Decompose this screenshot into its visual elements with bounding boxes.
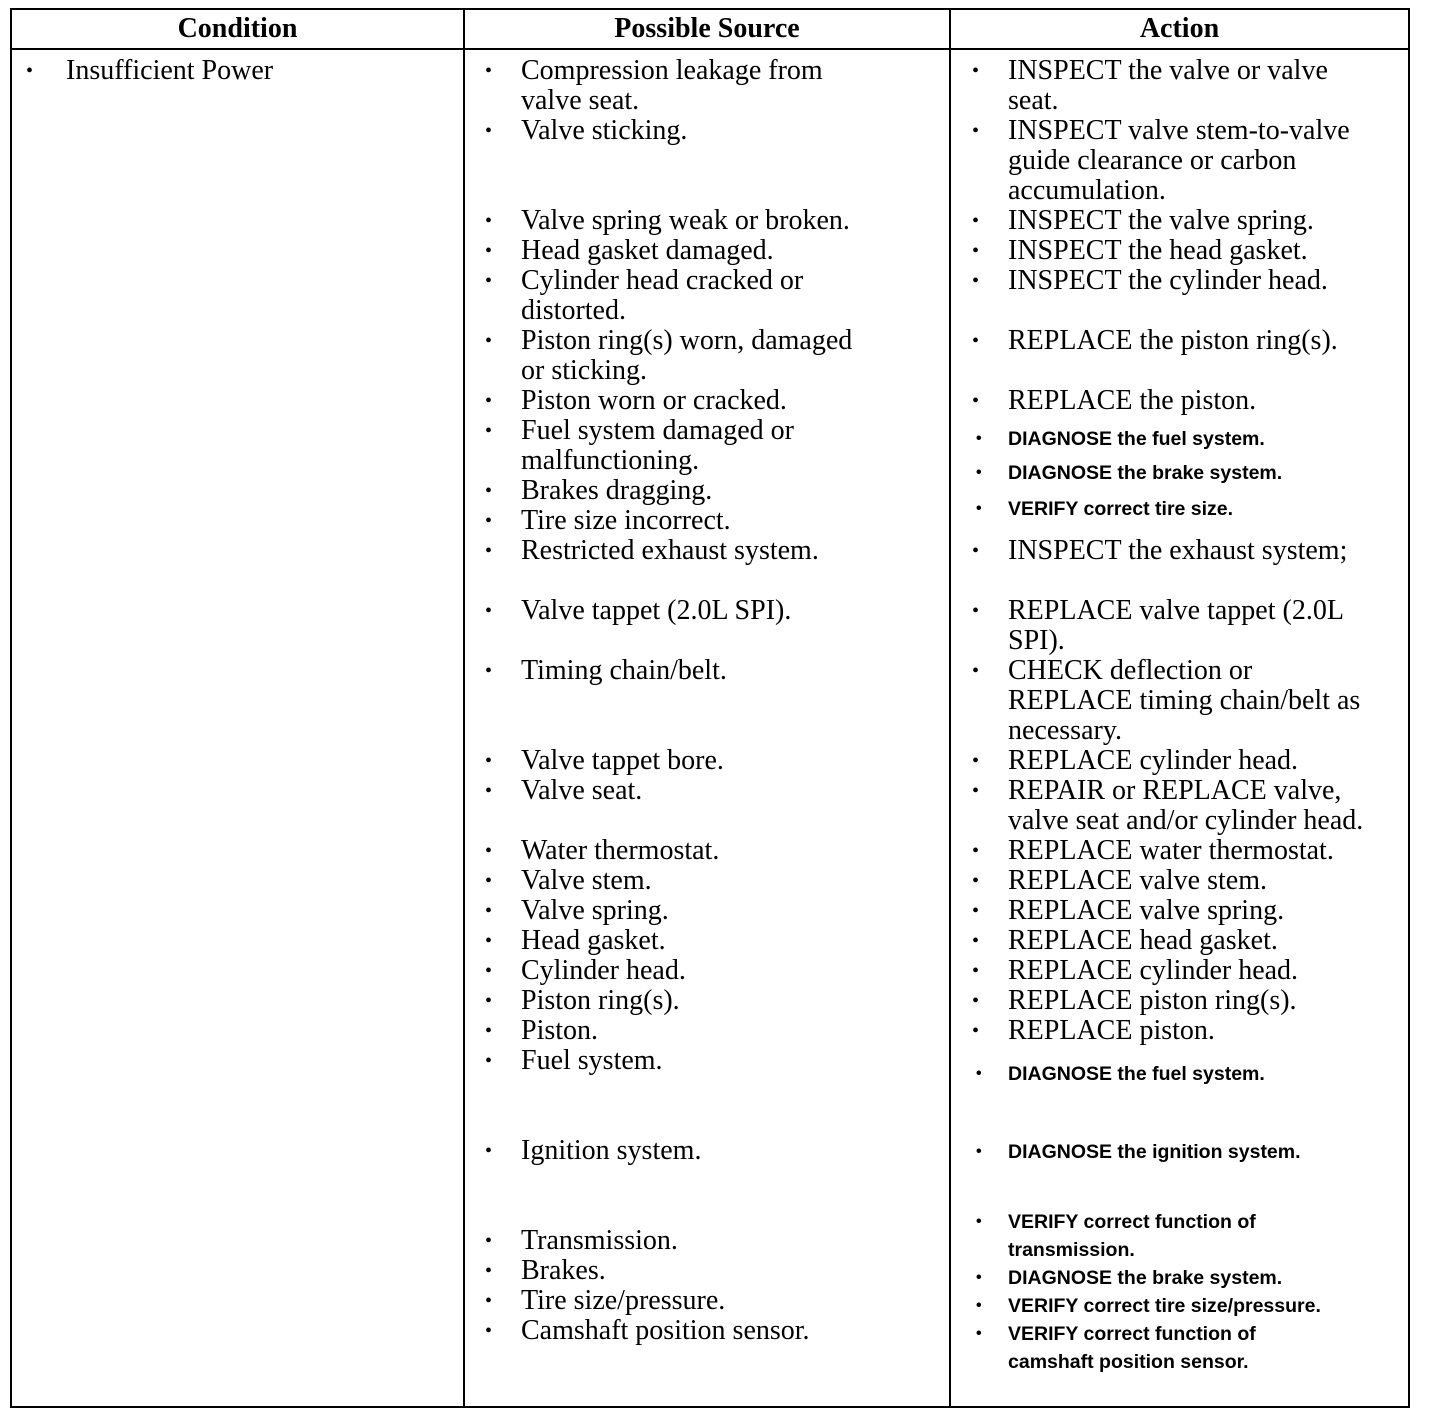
source-line: Brakes. (521, 1255, 606, 1286)
condition-cell (26, 55, 274, 86)
bullet-icon: • (485, 330, 493, 352)
action-line: VERIFY correct function of (1008, 1211, 1256, 1233)
source-item (485, 385, 787, 416)
action-line: transmission. (1008, 1239, 1135, 1261)
source-item (485, 415, 794, 476)
source-item (485, 775, 643, 806)
action-item (972, 895, 1285, 926)
source-item (485, 1285, 726, 1316)
bullet-icon: • (485, 1320, 493, 1342)
action-line: VERIFY correct tire size. (1008, 498, 1234, 520)
action-line: REPLACE cylinder head. (1008, 955, 1299, 986)
bullet-icon: • (972, 330, 980, 352)
action-item (976, 1060, 1265, 1088)
action-line: necessary. (1008, 715, 1123, 746)
source-line: Valve tappet bore. (521, 745, 724, 776)
bullet-icon: • (972, 600, 980, 622)
source-item (485, 325, 853, 386)
bullet-icon: • (972, 840, 980, 862)
bullet-icon: • (972, 540, 980, 562)
bullet-icon: • (485, 930, 493, 952)
action-item (972, 55, 1328, 116)
source-item (485, 55, 823, 116)
source-line: Valve spring weak or broken. (521, 205, 850, 236)
action-item (972, 775, 1364, 836)
bullet-icon: • (485, 600, 493, 622)
bullet-icon: • (972, 930, 980, 952)
action-item (976, 1138, 1301, 1166)
bullet-icon: • (485, 900, 493, 922)
source-item (485, 205, 850, 236)
action-line: DIAGNOSE the brake system. (1008, 1267, 1283, 1289)
action-item (972, 235, 1308, 266)
action-line: REPLACE timing chain/belt as (1008, 685, 1361, 716)
bullet-icon: • (485, 120, 493, 142)
source-item (485, 1225, 678, 1256)
action-item (976, 459, 1283, 487)
source-item (485, 1045, 663, 1076)
source-line: Transmission. (521, 1225, 678, 1256)
action-line: REPLACE valve tappet (2.0L (1008, 595, 1344, 626)
action-line: INSPECT valve stem-to-valve (1008, 115, 1350, 146)
source-line: Head gasket. (521, 925, 666, 956)
source-item (485, 985, 680, 1016)
action-item (976, 1208, 1256, 1264)
source-line: Compression leakage from (521, 55, 823, 86)
source-line: Ignition system. (521, 1135, 702, 1166)
bullet-icon: • (485, 60, 493, 82)
action-line: VERIFY correct function of (1008, 1323, 1256, 1345)
bullet-icon: • (972, 960, 980, 982)
source-item (485, 505, 731, 536)
source-line: Piston worn or cracked. (521, 385, 787, 416)
action-line: REPLACE head gasket. (1008, 925, 1278, 956)
bullet-icon: • (485, 510, 493, 532)
action-item (972, 865, 1267, 896)
action-line: REPLACE piston ring(s). (1008, 985, 1297, 1016)
source-item (485, 475, 713, 506)
action-item (972, 115, 1350, 206)
source-line: Head gasket damaged. (521, 235, 774, 266)
bullet-icon: • (972, 390, 980, 412)
action-item (972, 745, 1299, 776)
bullet-icon: • (485, 870, 493, 892)
source-line: valve seat. (521, 85, 640, 116)
bullet-icon: • (976, 1143, 982, 1160)
source-line: Valve spring. (521, 895, 669, 926)
bullet-icon: • (972, 240, 980, 262)
bullet-icon: • (972, 870, 980, 892)
action-item (976, 1292, 1321, 1320)
source-line: distorted. (521, 295, 626, 326)
action-line: REPLACE valve stem. (1008, 865, 1267, 896)
bullet-icon: • (972, 900, 980, 922)
action-line: INSPECT the head gasket. (1008, 235, 1308, 266)
action-line: REPLACE cylinder head. (1008, 745, 1299, 776)
source-item (485, 1255, 606, 1286)
source-line: Fuel system. (521, 1045, 663, 1076)
bullet-icon: • (485, 750, 493, 772)
source-item (485, 745, 724, 776)
source-line: Water thermostat. (521, 835, 720, 866)
bullet-icon: • (485, 1260, 493, 1282)
bullet-icon: • (485, 840, 493, 862)
source-line: Piston. (521, 1015, 599, 1046)
action-item (972, 265, 1328, 296)
action-line: REPLACE the piston ring(s). (1008, 325, 1338, 356)
source-item (485, 895, 669, 926)
bullet-icon: • (485, 420, 493, 442)
bullet-icon: • (485, 960, 493, 982)
action-line: REPLACE water thermostat. (1008, 835, 1334, 866)
header-divider (10, 48, 1410, 50)
action-line: camshaft position sensor. (1008, 1351, 1249, 1373)
source-line: Valve stem. (521, 865, 652, 896)
source-item (485, 1135, 702, 1166)
bullet-icon: • (485, 660, 493, 682)
action-line: valve seat and/or cylinder head. (1008, 805, 1364, 836)
bullet-icon: • (485, 780, 493, 802)
bullet-icon: • (485, 1020, 493, 1042)
header-possible-source: Possible Source (614, 13, 800, 44)
action-line: guide clearance or carbon (1008, 145, 1297, 176)
bullet-icon: • (485, 270, 493, 292)
column-divider (463, 8, 465, 1408)
source-line: Cylinder head cracked or (521, 265, 804, 296)
action-item (972, 955, 1299, 986)
bullet-icon: • (972, 120, 980, 142)
source-line: Valve sticking. (521, 115, 688, 146)
action-line: VERIFY correct tire size/pressure. (1008, 1295, 1321, 1317)
bullet-icon: • (976, 500, 982, 517)
source-item (485, 865, 652, 896)
bullet-icon: • (972, 990, 980, 1012)
bullet-icon: • (485, 210, 493, 232)
source-line: Tire size/pressure. (521, 1285, 726, 1316)
action-line: INSPECT the cylinder head. (1008, 265, 1328, 296)
action-item (976, 1320, 1256, 1376)
bullet-icon: • (972, 270, 980, 292)
condition-text: Insufficient Power (66, 55, 274, 86)
action-line: DIAGNOSE the brake system. (1008, 462, 1283, 484)
source-item (485, 265, 804, 326)
bullet-icon: • (972, 780, 980, 802)
action-item (972, 325, 1338, 356)
bullet-icon: • (485, 1230, 493, 1252)
action-line: REPLACE the piston. (1008, 385, 1257, 416)
action-item (976, 1264, 1283, 1292)
action-line: INSPECT the exhaust system; (1008, 535, 1348, 566)
action-line: seat. (1008, 85, 1059, 116)
source-item (485, 955, 686, 986)
bullet-icon: • (485, 480, 493, 502)
source-line: Timing chain/belt. (521, 655, 727, 686)
bullet-icon: • (972, 60, 980, 82)
action-line: SPI). (1008, 625, 1065, 656)
bullet-icon: • (972, 750, 980, 772)
action-line: INSPECT the valve or valve (1008, 55, 1328, 86)
source-line: malfunctioning. (521, 445, 700, 476)
source-line: Brakes dragging. (521, 475, 713, 506)
bullet-icon: • (485, 1140, 493, 1162)
bullet-icon: • (485, 1050, 493, 1072)
source-line: Piston ring(s) worn, damaged (521, 325, 853, 356)
bullet-icon: • (972, 210, 980, 232)
action-line: DIAGNOSE the ignition system. (1008, 1141, 1301, 1163)
action-line: INSPECT the valve spring. (1008, 205, 1314, 236)
bullet-icon: • (976, 1213, 982, 1230)
header-condition: Condition (177, 13, 298, 44)
source-item (485, 655, 727, 686)
action-item (972, 985, 1297, 1016)
source-line: Valve tappet (2.0L SPI). (521, 595, 792, 626)
bullet-icon: • (976, 430, 982, 447)
action-line: CHECK deflection or (1008, 655, 1253, 686)
source-item (485, 115, 688, 146)
action-item (972, 925, 1278, 956)
bullet-icon: • (26, 60, 34, 82)
header-action: Action (1139, 13, 1220, 44)
action-item (972, 1015, 1215, 1046)
bullet-icon: • (976, 1297, 982, 1314)
source-item (485, 1015, 599, 1046)
action-line: REPLACE valve spring. (1008, 895, 1285, 926)
bullet-icon: • (485, 1290, 493, 1312)
source-item (485, 1315, 810, 1346)
action-item (972, 835, 1334, 866)
bullet-icon: • (485, 390, 493, 412)
bullet-icon: • (485, 540, 493, 562)
source-line: Valve seat. (521, 775, 643, 806)
source-line: Camshaft position sensor. (521, 1315, 810, 1346)
source-line: Tire size incorrect. (521, 505, 731, 536)
bullet-icon: • (976, 1325, 982, 1342)
source-line: Cylinder head. (521, 955, 686, 986)
action-item (976, 495, 1234, 523)
bullet-icon: • (485, 990, 493, 1012)
bullet-icon: • (972, 1020, 980, 1042)
bullet-icon: • (972, 660, 980, 682)
source-item (485, 835, 720, 866)
source-item (485, 235, 774, 266)
source-line: Piston ring(s). (521, 985, 680, 1016)
source-item (485, 595, 792, 626)
source-line: Fuel system damaged or (521, 415, 794, 446)
bullet-icon: • (485, 240, 493, 262)
bullet-icon: • (976, 464, 982, 481)
action-line: REPAIR or REPLACE valve, (1008, 775, 1342, 806)
bullet-icon: • (976, 1065, 982, 1082)
source-line: Restricted exhaust system. (521, 535, 819, 566)
bullet-icon: • (976, 1269, 982, 1286)
action-item (972, 595, 1344, 656)
action-line: DIAGNOSE the fuel system. (1008, 1063, 1265, 1085)
action-line: DIAGNOSE the fuel system. (1008, 428, 1265, 450)
source-line: or sticking. (521, 355, 647, 386)
action-line: REPLACE piston. (1008, 1015, 1215, 1046)
column-divider (949, 8, 951, 1408)
action-item (972, 205, 1314, 236)
action-item (972, 385, 1257, 416)
action-line: accumulation. (1008, 175, 1166, 206)
source-item (485, 535, 819, 566)
action-item (972, 535, 1348, 566)
action-item (976, 425, 1265, 453)
source-item (485, 925, 666, 956)
action-item (972, 655, 1361, 746)
